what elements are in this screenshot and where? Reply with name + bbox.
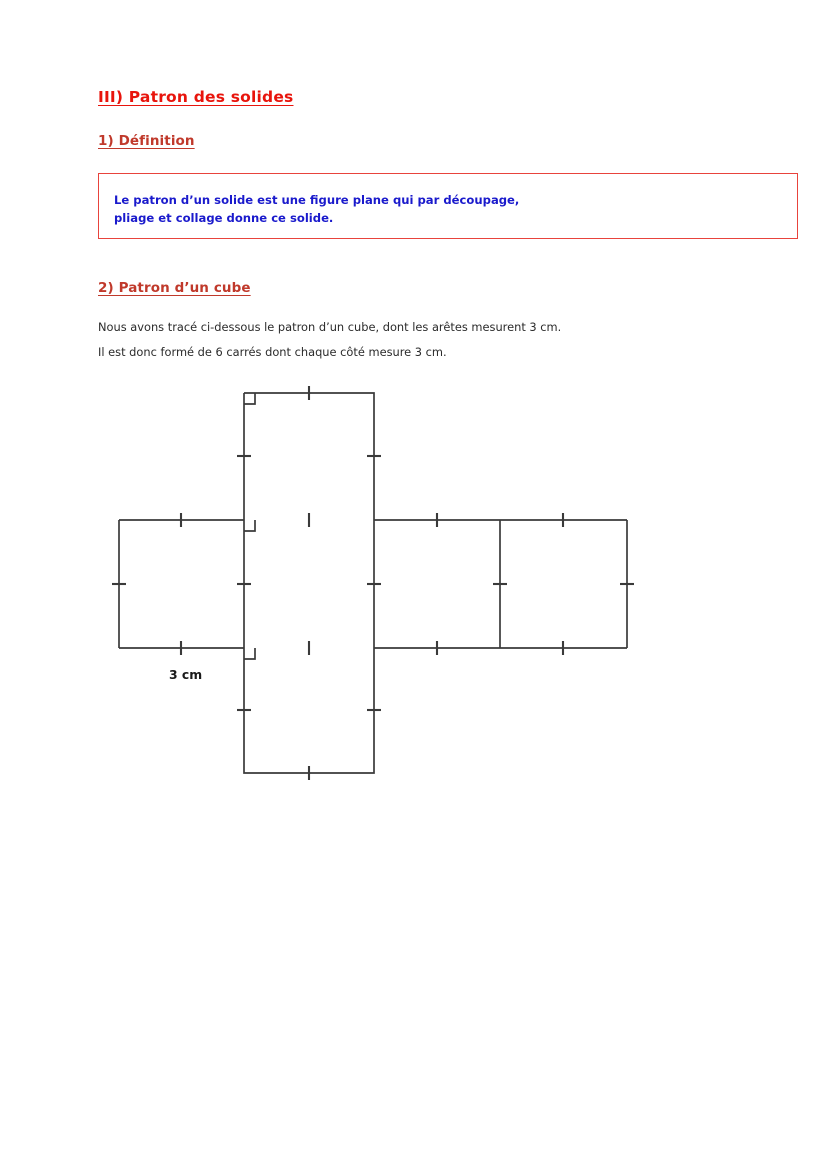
right-angle-mark-middle bbox=[244, 520, 255, 531]
net-top-square-outline bbox=[244, 393, 374, 520]
net-bottom-square-outline bbox=[244, 648, 374, 773]
tick-marks-group bbox=[112, 386, 634, 780]
measurement-label-3cm: 3 cm bbox=[169, 667, 203, 682]
body-paragraph-line-2: Il est donc formé de 6 carrés dont chaque côté mesure 3 cm. bbox=[98, 345, 447, 359]
definition-text bbox=[114, 191, 519, 227]
right-angle-mark-top bbox=[244, 393, 255, 404]
page-title-section-iii: III) Patron des solides bbox=[98, 88, 294, 106]
definition-callout-box bbox=[98, 173, 798, 239]
heading-definition: 1) Définition bbox=[98, 133, 195, 149]
definition-line-1: Le patron d’un solide est une figure plane qui par découpage, bbox=[114, 193, 520, 207]
heading-patron-cube: 2) Patron d’un cube bbox=[98, 280, 251, 296]
right-angle-mark-bottom bbox=[244, 648, 255, 659]
body-paragraph-line-1: Nous avons tracé ci-dessous le patron d’un cube, dont les arêtes mesurent 3 cm. bbox=[98, 320, 562, 334]
definition-line-2: pliage et collage donne ce solide. bbox=[114, 211, 334, 225]
